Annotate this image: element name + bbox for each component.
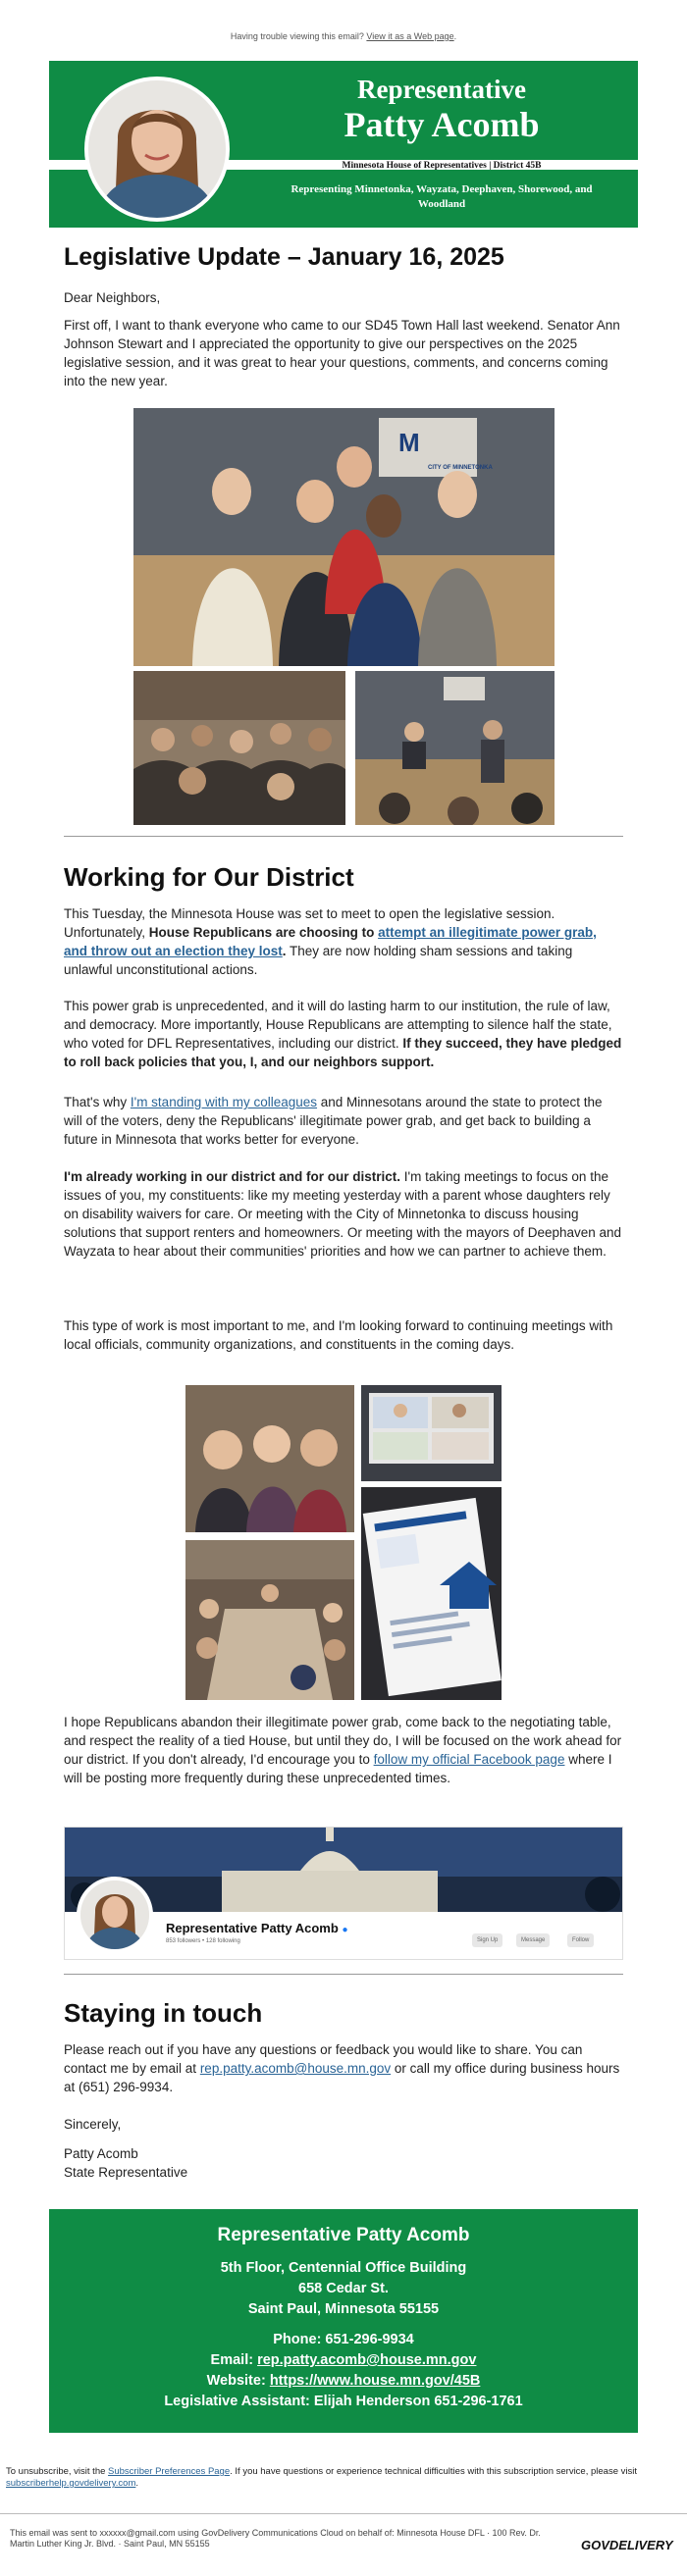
web-view-note: Having trouble viewing this email? View it as a Web page. (230, 31, 457, 41)
meeting-selfie-photo (185, 1385, 354, 1532)
representative-portrait (84, 77, 230, 222)
banner-district: Minnesota House of Representatives | District 45B (342, 161, 542, 171)
divider-1 (64, 836, 623, 837)
update-heading: Legislative Update – January 16, 2025 (64, 243, 504, 271)
facebook-page-card[interactable] (64, 1827, 623, 1960)
footer-website-link[interactable]: https://www.house.mn.gov/45B (269, 2373, 481, 2389)
contact-footer (49, 2209, 638, 2433)
standing-with-colleagues-link[interactable]: I'm standing with my colleagues (130, 1095, 318, 1109)
banner-title-line2: Patty Acomb (344, 105, 540, 144)
banner-title-line1: Representative (357, 75, 526, 104)
subscriber-help-link[interactable]: subscriberhelp.govdelivery.com (6, 2478, 136, 2489)
town-hall-group-photo (133, 408, 555, 666)
intro-paragraph: First off, I want to thank everyone who came to our SD45 Town Hall last weekend. Senator Ann Johnson Stewart and I appreciated the opportunity to give our perspectives on the 2025 legislative session, and it was great to hear your questions, comments, and concerns coming into the new year. (64, 318, 620, 388)
touch-heading: Staying in touch (64, 1998, 263, 2028)
subscriber-preferences-link[interactable]: Subscriber Preferences Page (108, 2466, 231, 2477)
footer-website: Website: https://www.house.mn.gov/45B (206, 2373, 481, 2389)
city-sign-text: CITY OF MINNETONKA (428, 465, 493, 471)
email-body (49, 61, 638, 2433)
district-heading: Working for Our District (64, 862, 354, 892)
footer-address-2: 658 Cedar St. (298, 2281, 389, 2296)
unsubscribe-notice: To unsubscribe, visit the Subscriber Preferences Page. If you have questions or experience technical difficulties with this subscription service, please visit subscriberhelp.govdelivery.com. (6, 2466, 637, 2489)
footer-email: Email: rep.patty.acomb@house.mn.gov (210, 2352, 477, 2368)
facebook-stats: 853 followers • 128 following (166, 1938, 240, 1944)
facebook-signup-button[interactable]: Sign Up (472, 1933, 502, 1947)
district-paragraph-1: This Tuesday, the Minnesota House was set to meet to open the legislative session. Unfortunately, House Republicans are choosing to attempt an illegitimate power grab, and throw out an election they lost. They are now holding sham sessions and taking unlawful unconstitutional actions. (64, 906, 597, 977)
footer-address-1: 5th Floor, Centennial Office Building (220, 2260, 467, 2276)
closing: Sincerely, (64, 2117, 122, 2132)
district-paragraph-2: This power grab is unprecedented, and it will do lasting harm to our institution, the rule of law, and democracy. More importantly, House Republicans are attempting to silence half the state, who voted for DFL Representatives, including our district. If they succeed, they have pledged to roll back policies that you, I, and our neighbors support. (64, 999, 622, 1069)
district-paragraph-3: That's why I'm standing with my colleagues and Minnesotans around the state to protect the will of the voters, deny the Republicans' illegitimate power grab, and get back to building a future in Minnesota that works better for everyone. (64, 1095, 603, 1147)
legal-text: This email was sent to xxxxxx@gmail.com using GovDelivery Communications Cloud on behalf of: Minnesota House DFL · 100 Rev. Dr. Martin Luther King Jr. Blvd. · Saint Paul, MN 55155 (10, 2528, 541, 2549)
facebook-page-link[interactable]: follow my official Facebook page (373, 1752, 565, 1767)
facebook-page-name: Representative Patty Acomb ● (166, 1921, 348, 1935)
footer-assistant: Legislative Assistant: Elijah Henderson 651-296-1761 (164, 2394, 523, 2409)
town-hall-audience-photo (133, 671, 345, 825)
web-view-link[interactable]: View it as a Web page (366, 31, 454, 41)
video-call-photo (361, 1385, 502, 1481)
district-paragraph-5: This type of work is most important to me, and I'm looking forward to continuing meetings with local officials, community organizations, and constituents in the coming days. (64, 1318, 613, 1352)
email-link[interactable]: rep.patty.acomb@house.mn.gov (199, 2061, 392, 2076)
footer-phone: Phone: 651-296-9934 (273, 2332, 414, 2347)
district-paragraph-6: I hope Republicans abandon their illegitimate power grab, come back to the negotiating table, and respect the reality of a tied House, but until they do, I will be focused on the work ahead for our district. If you don't already, I'd encourage you to follow my official Facebook page where I will be posting more frequently during these unprecedented times. (64, 1715, 622, 1785)
footer-address-3: Saint Paul, Minnesota 55155 (247, 2301, 440, 2317)
housing-documents-photo (361, 1487, 502, 1700)
legal-footer (0, 2513, 687, 2552)
signature-name: Patty Acomb (64, 2146, 138, 2161)
mayors-meeting-photo (185, 1540, 354, 1700)
town-hall-speakers-photo (355, 671, 555, 825)
divider-2 (64, 1974, 623, 1975)
greeting: Dear Neighbors, (64, 290, 161, 305)
signature-title: State Representative (64, 2165, 188, 2180)
power-grab-link[interactable]: attempt an illegitimate power grab, and throw out an election they lost (64, 925, 597, 958)
city-sign-letter: M (398, 428, 420, 457)
touch-paragraph: Please reach out if you have any questions or feedback you would like to share. You can contact me by email at rep.patty.acomb@house.mn.gov or call my office during business hours at (651) 296-9934. (64, 2042, 620, 2094)
footer-email-link[interactable]: rep.patty.acomb@house.mn.gov (257, 2352, 477, 2368)
verified-icon: ● (342, 1925, 348, 1935)
facebook-profile-picture (77, 1877, 153, 1953)
banner-representing: Representing Minnetonka, Wayzata, Deephaven, Shorewood, and Woodland (291, 183, 593, 210)
facebook-message-button[interactable]: Message (516, 1933, 550, 1947)
header-banner (49, 61, 638, 228)
govdelivery-logo: GOVDELIVERY (581, 2538, 673, 2552)
district-paragraph-4: I'm already working in our district and for our district. I'm taking meetings to focus on the issues of you, my constituents: like my meeting yesterday with a parent whose daughters rely on disability waivers for care. Or meeting with the City of Minnetonka to discuss housing solutions that support renters and homeowners. Or meeting with the mayors of Deephaven and Wayzata to hear about their communities' priorities and how we can partner to achieve them. (64, 1169, 622, 1259)
facebook-follow-button[interactable]: Follow (567, 1933, 594, 1947)
footer-name: Representative Patty Acomb (217, 2225, 470, 2245)
